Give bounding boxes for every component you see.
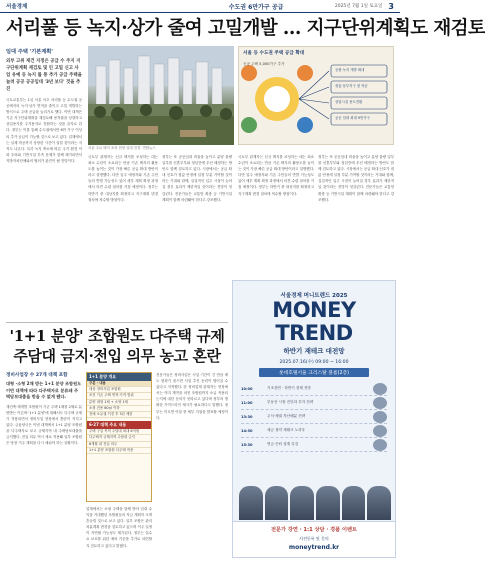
second-body-bottom: 업계에서는 소형 주택을 함께 받아 임대 수익을 기대했던 조합원들의 자금 계획이 크게 흔들릴 것으로 보고 있다. 일부 조합은 관리처분계획 변경을 검토하고 있으며 이주 일정이 지연될 가능성도 제기된다. 정부는 실수요 보호를 위한 예외 기준을 추가로 마련할지 검토하고 있다고 밝혔다. [86, 507, 152, 548]
program-time: 11:00 [241, 400, 253, 405]
second-headline-line1: '1+1 분양' 조합원도 다주택 규제 [9, 327, 225, 345]
ad-subtitle: 하반기 재테크 대전망 [283, 347, 345, 355]
speaker-photos [239, 486, 391, 520]
issue-date: 2025년 7월 1일 토요일 [334, 4, 383, 9]
second-lead [6, 372, 82, 549]
money-trend-advertisement[interactable] [232, 280, 396, 558]
ad-datetime: 2025.07.16(수) 09:00 ~ 16:00 [279, 360, 349, 365]
infographic-item: 공원·녹지 개발 확대 [335, 68, 365, 72]
program-row [241, 438, 387, 452]
page-header [0, 0, 400, 13]
note-item: 6개월 내 전입 의무 [87, 442, 151, 448]
table-cell: 대상 [89, 387, 96, 392]
header-right [335, 2, 394, 11]
second-tag: 정비사업장 수 27개 대책 포함 [6, 373, 68, 378]
table-cell: 소형 [89, 405, 96, 410]
lead-paragraph: 외부 고위 재건 지정은 공급 수 주지 지구단위계획 재검토 및 인 고밀 신고 사업 유예 등 녹지 를 통 추가 공급 주택을 늘려 공공 공공임대 '3년 보다' 것을 추진 [6, 59, 82, 92]
ad-footer [233, 521, 395, 557]
page-number: 3 [388, 1, 394, 11]
table-header-cell: 구분 [89, 381, 96, 385]
table-cell: 대형 1채 + 소형 1채 [96, 399, 128, 404]
program-row [241, 424, 387, 438]
article-body-mid2: 정부는 또 공공임대 비율을 높이고 분양 물량 일부를 신혼부부와 청년층에 우선 배정하는 방안도 함께 검토하고 있다. 시장에서는 공급 확대 신호가 집값 안정에 일정 부분 기여할 것이라는 기대와 함께, 실질적인 입주 시점이 늦어질 경우 효과가 제한적일 것이라는 전망이 엇갈린다. 전문가들은 교통망 확충 등 기반시설 계획이 함께 마련돼야 한다고 강조했다. [162, 155, 232, 202]
speaker-photo [239, 486, 263, 520]
note-item: 1+1 분양 조합원 다주택 적용 [87, 448, 151, 454]
notes-title: 6·27 대책 주요 내용 [87, 421, 151, 429]
second-body-left: 재건축·재개발 조합원이 기존 주택 1채를 2채로 분양받는 이른바 '1+1 분양'에 대해서도 다주택 규제가 적용되면서 정비사업 현장에서 혼란이 커지고 있다. 금융당국은 이번 대책에서 1+1 분양 조합원을 다주택자로 보고 규제지역 내 주택담보대출을 금지했다. 전입 의무 역시 새로 적용돼 일부 조합원은 당장 거주 계획을 다시 세워야 하는 상황이다. [6, 404, 83, 446]
program-row [241, 382, 387, 396]
program-title: 기조강연 · 하반기 경제 전망 [267, 386, 311, 390]
article-body-right: 국토부 관계자는 신규 택지를 조성하는 데는 최소 수년이 소요되는 만큼 기존 택지의 활용도를 높이는 것이 가장 빠른 공급 확대 방안이라고 설명했다. 다만 입주 예정자와 기존 주민들의 반발 가능성도 있어 세부 계획 확정 과정에서 의견 수렴 절차를 거칠 예정이다. 정부는 하반기 중 대상지를 확정하고 지구계획 변경 절차에 착수할 방침이다. [238, 155, 314, 196]
infographic-labels [335, 62, 389, 126]
note-item: 주택 구입 목적 주담대 최대 6억원 [87, 429, 151, 435]
program-time: 15:30 [241, 442, 253, 447]
ad-title: MONEY TREND [272, 298, 356, 345]
section-title: 수도권 6만가구 공급 [228, 3, 284, 11]
photo-caption: 서울 주요 택지 조성 현장 일대 전경. 연합뉴스 [88, 146, 156, 150]
table-cell: 전매 [89, 412, 96, 417]
second-lead-paragraph: 대형 ·소형 2채 받는 1+1 분양 조합원도 이번 대책에 따라 다주택자로 분류돼 주택담보대출을 받을 수 없게 됐다. [6, 381, 82, 399]
speaker-photo-icon [373, 425, 387, 437]
main-headline: 서리풀 등 녹지·상가 줄여 고밀개발 … 지구단위계획도 재검토 [6, 18, 485, 39]
second-headline-line2: 주담대 금지·전입 의무 농고 혼란 [13, 347, 221, 365]
program-time: 14:30 [241, 428, 253, 433]
ad-sponsor: 서울경제 머니트렌드 2025 [280, 293, 348, 299]
program-title: 주식·채권 자산배분 전략 [267, 414, 306, 418]
article-body-right2: 정부는 또 공공임대 비율을 높이고 분양 물량 일부를 신혼부부와 청년층에 우선 배정하는 방안도 함께 검토하고 있다. 시장에서는 공급 확대 신호가 집값 안정에 일정 부분 기여할 것이라는 기대와 함께, 실질적인 입주 시점이 늦어질 경우 효과가 제한적일 것이라는 전망이 엇갈린다. 전문가들은 교통망 확충 등 기반시설 계획이 함께 마련돼야 한다고 강조했다. [318, 155, 394, 202]
lead-tag: 임대 주택 '기본계획' [6, 49, 53, 55]
speaker-photo [290, 486, 314, 520]
section-divider [6, 322, 228, 323]
lead-column [6, 48, 82, 252]
speaker-photo [316, 486, 340, 520]
table-cell: 분양 [89, 399, 96, 404]
table-header-cell: 내용 [99, 381, 106, 385]
infographic-item: 공공 임대 최대 9만가구 [335, 116, 370, 120]
program-title: 부동산 시장 진단과 투자 전략 [267, 400, 314, 404]
table-row [87, 412, 151, 418]
speaker-photo-icon [373, 439, 387, 451]
apartment-photo-illustration [88, 46, 234, 145]
program-row [241, 396, 387, 410]
program-title: 세금 절약 재테크 노하우 [267, 428, 306, 432]
infographic-item: 공공 주택 5,000가구 추가 [243, 62, 285, 66]
article-body-mid: 국토부 관계자는 신규 택지를 조성하는 데는 최소 수년이 소요되는 만큼 기존 택지의 활용도를 높이는 것이 가장 빠른 공급 확대 방안이라고 설명했다. 다만 입주 예정자와 기존 주민들의 반발 가능성도 있어 세부 계획 확정 과정에서 의견 수렴 절차를 거칠 예정이다. 정부는 하반기 중 대상지를 확정하고 지구계획 변경 절차에 착수할 방침이다. [88, 155, 158, 202]
speaker-photo [342, 486, 366, 520]
table-title: 1+1 분양 개요 [87, 373, 151, 381]
article-body-left: 국토교통부는 1일 서울 서초 서리풀 등 수도권 공공택지의 녹지·상가 면적을 줄이고 고밀 개발하는 방식으로 주택 공급을 늘리기로 했다. 이번 대책은 기존 지구단위계획을 재검토해 용적률을 상향하고 상업용지를 주거용지로 전환하는 것을 골자로 한다. 정부는 이를 통해 수도권에서만 6만 가구 이상의 추가 공급이 가능할 것으로 보고 있다. 업계에서는 실제 착공까지 상당한 시간이 걸릴 것이라는 지적도 나온다. 특히 녹지 축소에 따른 주거 환경 악화 우려와 기반시설 부족 문제가 함께 제기되면서 지방자치단체와의 협의가 관건이 될 전망이다. [6, 98, 82, 163]
infographic-legend [243, 62, 313, 67]
table-cell: 정비사업 조합원 [96, 387, 121, 392]
speaker-photo-icon [373, 411, 387, 423]
speaker-photo [367, 486, 391, 520]
note-item: 다주택자 규제지역 주담대 금지 [87, 435, 151, 441]
speaker-photo [265, 486, 289, 520]
infographic-title: 서울 등 수도권 주택 공급 확대 [243, 51, 305, 56]
program-time: 13:30 [241, 414, 253, 419]
infographic-item: 상업시설 용도전환 [335, 100, 363, 104]
second-body-mid: 전문가들은 정비사업은 사업 기간이 긴 만큼 제도 변화가 잦으면 사업 추진 동력이 떨어질 수 있다고 지적했다. 한 정비업계 관계자는 현장에서는 이미 계약을 마친 조합원까지 소급 적용되는지에 대한 문의가 잇따르고 있다며 정부의 명확한 가이드라인 제시가 필요하다고 말했다. 정부는 이르면 이달 중 세부 지침을 발표할 예정이다. [156, 373, 228, 420]
second-headline [6, 326, 228, 366]
housing-infographic [238, 46, 394, 145]
speaker-photo-icon [373, 383, 387, 395]
ad-program [241, 382, 387, 452]
table-cell: 전용 60㎡ 이하 [96, 405, 120, 410]
table-cell: 소유권 이전 후 3년 제한 [96, 412, 133, 417]
speaker-photo-icon [373, 397, 387, 409]
ad-venue: 롯데호텔서울 크리스탈 볼룸(2층) [259, 368, 369, 377]
ad-website-link[interactable]: moneytrend.kr [288, 544, 340, 551]
policy-table-box [86, 372, 152, 502]
program-time: 10:00 [241, 386, 253, 391]
newspaper-name: 서울경제 [6, 4, 28, 10]
table-cell: 기존 주택 면적·가격 범위 [96, 393, 134, 398]
program-title: 연금·은퇴 설계 특강 [267, 442, 299, 446]
program-row [241, 410, 387, 424]
ad-footer-sub: 사전등록 및 문의 [299, 536, 329, 541]
table-cell: 조건 [89, 393, 96, 398]
infographic-item: 장흥·동부지구 첫 착공 [335, 84, 368, 88]
news-photo [88, 46, 234, 145]
table-header-row: 구분 · 내용 [87, 381, 151, 387]
ad-footer-headline: 전문가 강연 · 1:1 상담 · 경품 이벤트 [270, 527, 357, 533]
